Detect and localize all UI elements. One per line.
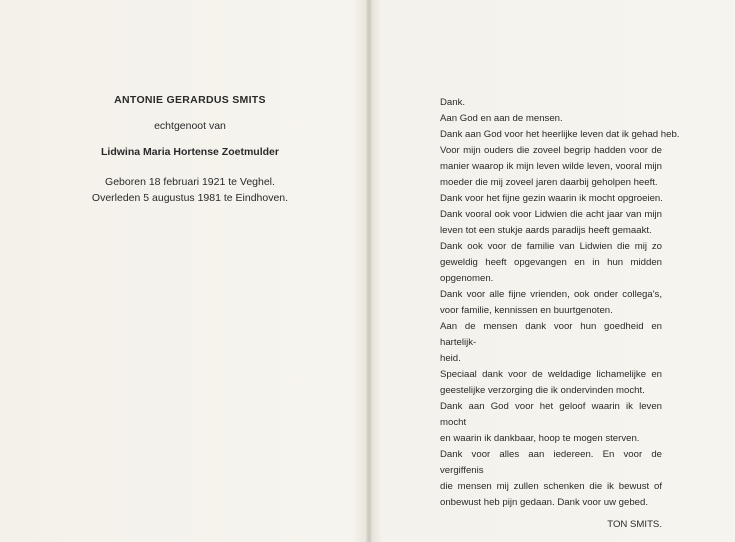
left-page — [40, 92, 340, 206]
text-line: Voor mijn ouders die zoveel begrip hadden voor de — [440, 145, 662, 156]
text-line: onbewust heb pijn gedaan. Dank voor uw gebed. — [440, 497, 649, 508]
text-line: heid. — [440, 353, 461, 364]
text-line: voor familie, kennissen en buurtgenoten. — [440, 305, 613, 316]
spouse-label: echtgenoot van — [154, 120, 226, 132]
text-line: Speciaal dank voor de weldadige lichamelijke en — [440, 369, 662, 380]
text-line: opgenomen. — [440, 273, 494, 284]
text-line: leven tot een stukje aards paradijs heeft gemaakt. — [440, 225, 652, 236]
text-line: Dank voor alle fijne vrienden, ook onder collega's, — [440, 289, 662, 300]
text-line: Dank voor het fijne gezin waarin ik mocht opgroeien. — [440, 193, 663, 204]
text-line: die mensen mij zullen schenken die ik bewust of — [440, 481, 662, 492]
spouse-name: Lidwina Maria Hortense Zoetmulder — [101, 146, 279, 158]
birth-info: Geboren 18 februari 1921 te Veghel. — [105, 176, 275, 188]
text-line: manier waarop ik mijn leven wilde leven, vooral mijn — [440, 161, 662, 172]
text-line: Aan God en aan de mensen. — [440, 113, 563, 124]
text-line: geweldig heeft opgevangen en in hun midden — [440, 257, 662, 268]
text-line: Aan de mensen dank voor hun goedheid en hartelijk- — [440, 321, 662, 348]
death-info: Overleden 5 augustus 1981 te Eindhoven. — [91, 192, 289, 204]
deceased-name: ANTONIE GERARDUS SMITS — [114, 94, 266, 106]
text-line: en waarin ik dankbaar, hoop te mogen sterven. — [440, 433, 640, 444]
text-line: geestelijke verzorging die ik ondervinden mocht. — [440, 385, 645, 396]
text-line: Dank aan God voor het geloof waarin ik leven mocht — [440, 401, 662, 428]
right-page — [440, 95, 680, 533]
text-line: Dank ook voor de familie van Lidwien die mij zo — [440, 241, 662, 252]
signature: TON SMITS. — [607, 519, 662, 530]
text-line: moeder die mij zoveel jaren daarbij geholpen heeft. — [440, 177, 658, 188]
card-fold — [366, 0, 372, 542]
text-line: Dank voor alles aan iedereen. En voor de vergiffenis — [440, 449, 662, 476]
text-line: Dank vooral ook voor Lidwien die acht jaar van mijn — [440, 209, 662, 220]
text-line: Dank aan God voor het heerlijke leven dat ik gehad heb. — [440, 129, 680, 140]
text-line: Dank. — [440, 97, 466, 108]
